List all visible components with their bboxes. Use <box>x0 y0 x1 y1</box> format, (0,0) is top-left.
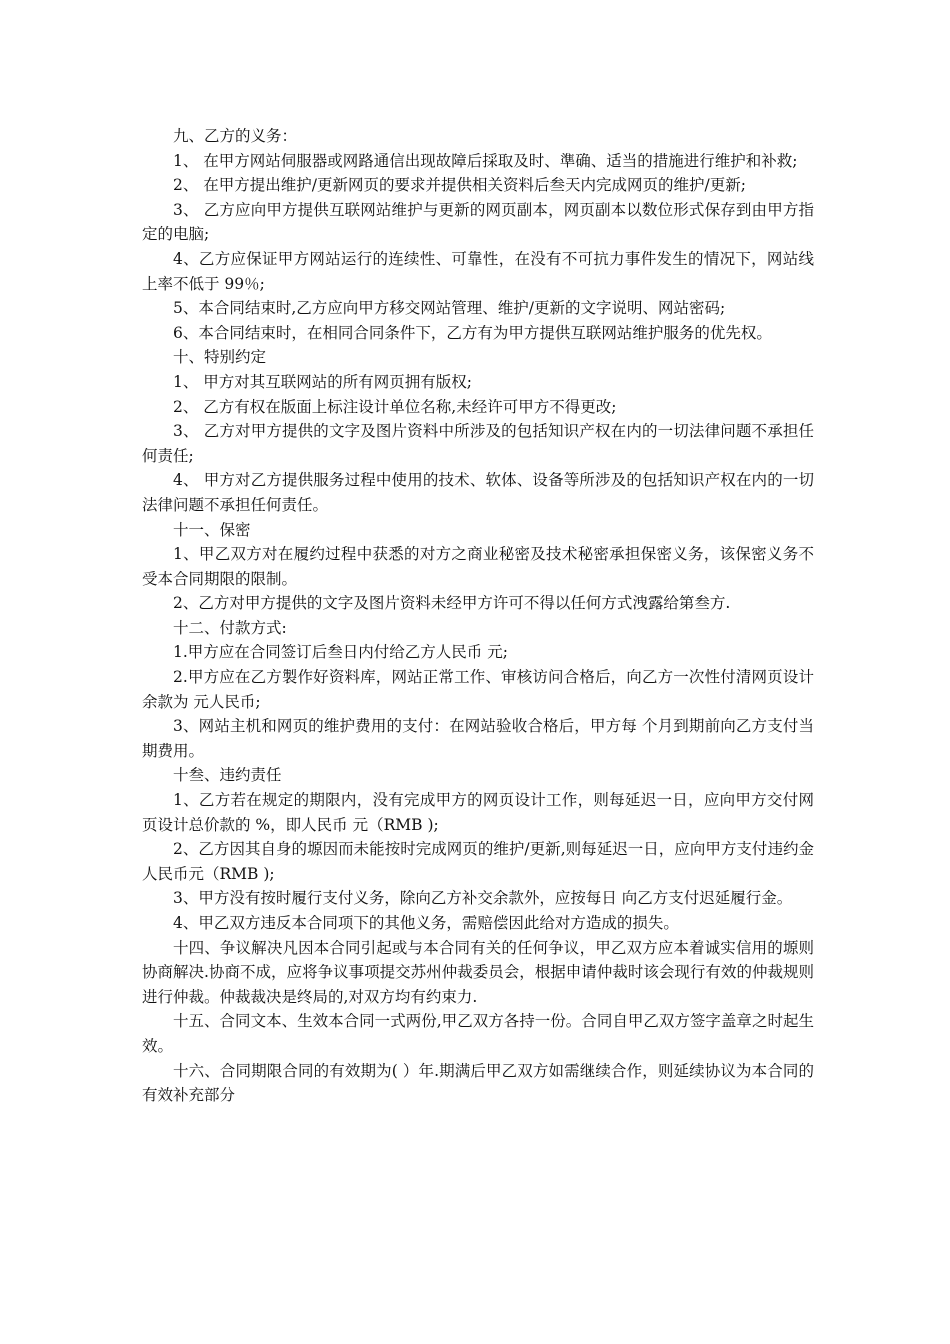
section-12-heading: 十二、付款方式: <box>173 618 287 637</box>
section-13-item-1: 1、乙方若在规定的期限内，没有完成甲方的网页设计工作，则每延迟一日，应向甲方交付网页设计总价款的 %，即人民币 元（RMB ); <box>142 791 814 834</box>
section-13-item-2: 2、乙方因其自身的塬因而未能按时完成网页的维护/更新,则每延迟一日，应向甲方支付违约金人民币元（RMB ); <box>142 840 814 883</box>
section-9-item-1: 1、 在甲方网站伺服器或网路通信出现故障后採取及时、準确、适当的措施进行维护和补救; <box>173 151 798 170</box>
section-12-item-3: 3、网站主机和网页的维护费用的支付：在网站验收合格后，甲方每 个月到期前向乙方支付当期费用。 <box>142 717 814 760</box>
section-9-item-2: 2、 在甲方提出维护/更新网页的要求并提供相关资料后叁天内完成网页的维护/更新; <box>173 176 746 195</box>
section-13-heading: 十叁、违约责任 <box>173 766 282 785</box>
section-11-heading: 十一、保密 <box>173 520 251 539</box>
section-9-heading: 九、乙方的义务： <box>173 127 298 145</box>
section-13-item-3: 3、甲方没有按时履行支付义务，除向乙方补交余款外，应按每日 向乙方支付迟延履行金。 <box>173 889 793 908</box>
section-10-item-2: 2、 乙方有权在版面上标注设计单位名称,未经许可甲方不得更改; <box>173 397 617 416</box>
section-16-paragraph: 十六、合同期限合同的有效期为( ）年.期满后甲乙双方如需继续合作，则延续协议为本合同的有效补充部分 <box>142 1061 814 1105</box>
section-11-item-2: 2、乙方对甲方提供的文字及图片资料未经甲方许可不得以任何方式洩露给第叁方. <box>173 594 731 613</box>
section-14-paragraph: 十四、争议解决凡因本合同引起或与本合同有关的任何争议，甲乙双方应本着诚实信用的塬则协商解决.协商不成，应将争议事项提交苏州仲裁委员会，根据申请仲裁时该会现行有效的仲裁规则进行仲裁。仲裁裁决是终局的,对双方均有约束力. <box>142 938 814 1006</box>
section-9-item-4: 4、乙方应保证甲方网站运行的连续性、可靠性，在没有不可抗力事件发生的情况下，网站线上率不低于 99％; <box>142 249 814 293</box>
section-9-item-6: 6、本合同结束时，在相同合同条件下，乙方有为甲方提供互联网站维护服务的优先权。 <box>173 323 772 342</box>
section-10-item-1: 1、 甲方对其互联网站的所有网页拥有版权; <box>173 372 473 391</box>
section-9-item-5: 5、本合同结束时,乙方应向甲方移交网站管理、维护/更新的文字说明、网站密码; <box>173 299 726 318</box>
section-10-heading: 十、特别约定 <box>173 348 267 367</box>
section-10-item-4: 4、 甲方对乙方提供服务过程中使用的技术、软体、设备等所涉及的包括知识产权在内的一切法律问题不承担任何责任。 <box>142 471 814 514</box>
section-11-item-1: 1、甲乙双方对在履约过程中获悉的对方之商业秘密及技术秘密承担保密义务，该保密义务不受本合同期限的限制。 <box>142 545 814 588</box>
section-12-item-1: 1.甲方应在合同签订后叁日内付给乙方人民币 元; <box>173 643 508 662</box>
section-10-item-3: 3、 乙方对甲方提供的文字及图片资料中所涉及的包括知识产权在内的一切法律问题不承担任何责任; <box>142 422 814 465</box>
section-9-item-3: 3、 乙方应向甲方提供互联网站维护与更新的网页副本，网页副本以数位形式保存到由甲方指定的电脑; <box>142 200 814 244</box>
document-body <box>142 124 814 1108</box>
section-13-item-4: 4、甲乙双方违反本合同项下的其他义务，需赔偿因此给对方造成的损失。 <box>173 914 679 932</box>
section-12-item-2: 2.甲方应在乙方製作好资料库，网站正常工作、审核访问合格后，向乙方一次性付清网页设计余款为 元人民币; <box>142 668 814 711</box>
section-15-paragraph: 十五、合同文本、生效本合同一式两份,甲乙双方各持一份。合同自甲乙双方签字盖章之时起生效。 <box>142 1012 814 1055</box>
